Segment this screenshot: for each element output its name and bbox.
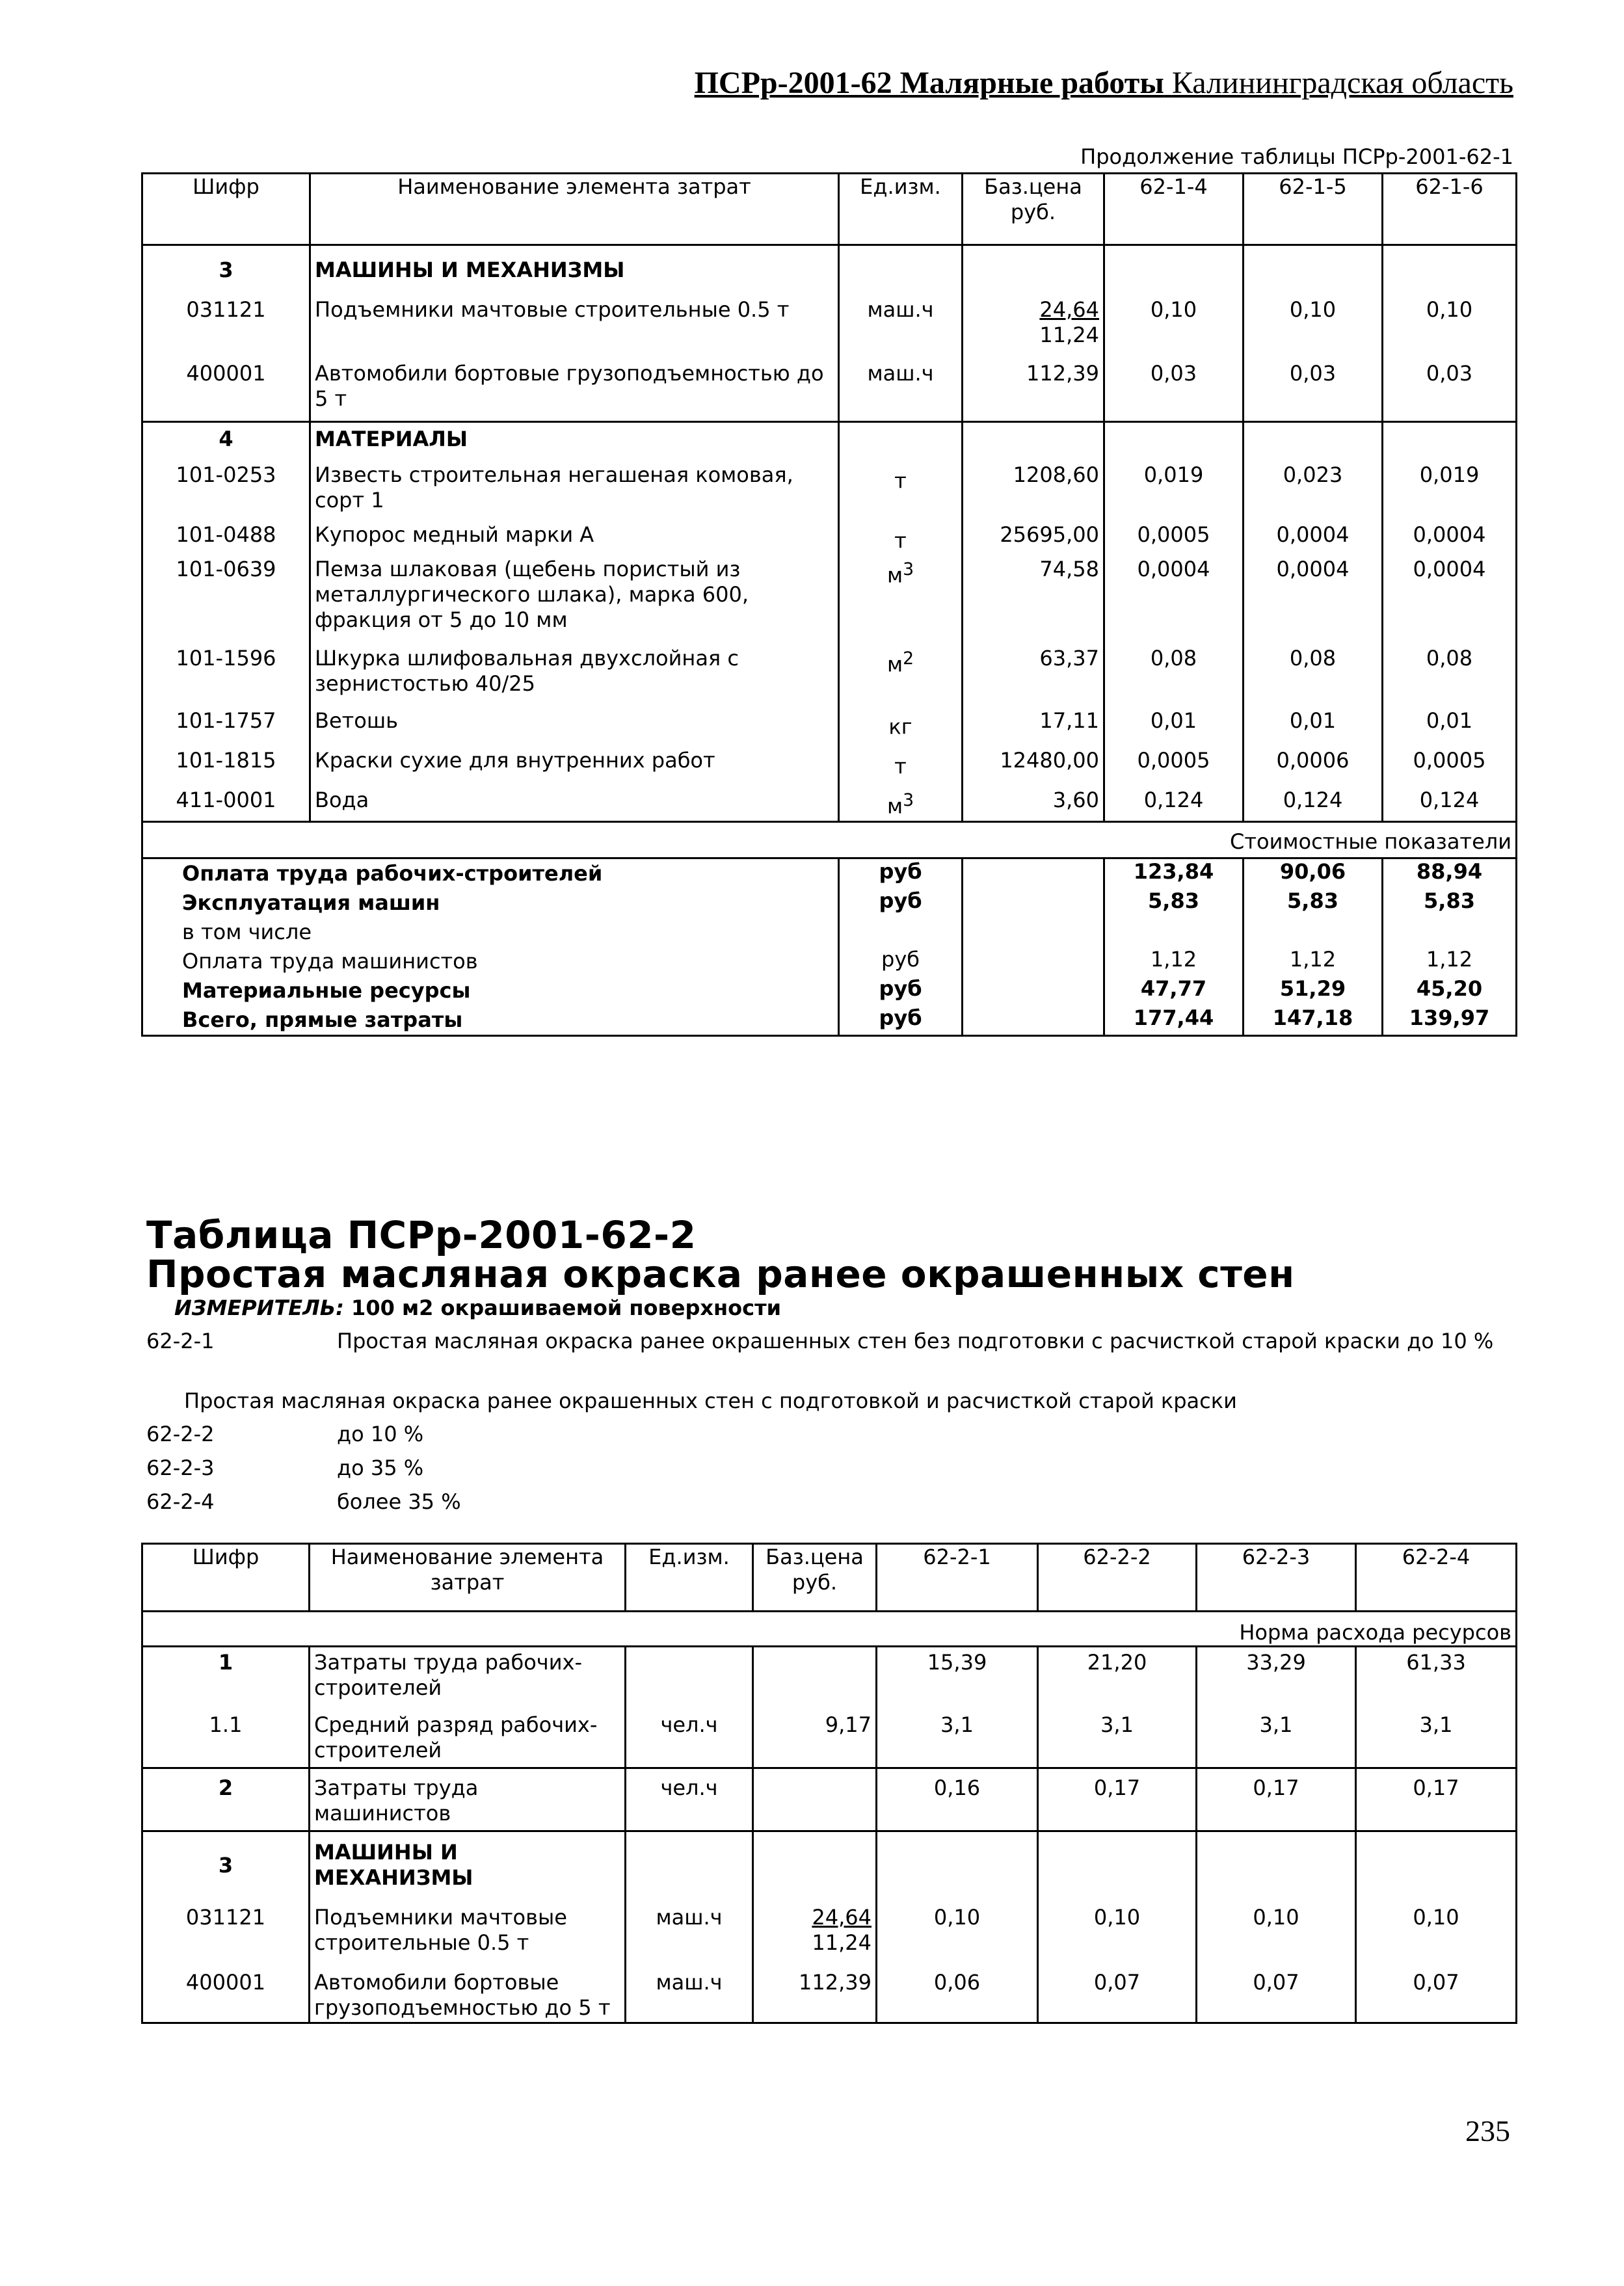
resource-name: Автомобили бортовые грузоподъемностью до 5 т	[310, 348, 839, 422]
norm-value: 0,10	[1383, 283, 1517, 348]
price-value: 24,64	[812, 1905, 872, 1930]
cost-unit: руб	[839, 976, 963, 1005]
resource-code: 101-0253	[176, 462, 276, 487]
table-row	[142, 557, 1517, 646]
cost-value	[1244, 918, 1383, 947]
description-code: 62-2-1	[146, 1329, 215, 1353]
resource-unit	[839, 788, 963, 822]
norm-value: 0,17	[1197, 1768, 1356, 1831]
resource-unit: чел.ч	[626, 1701, 753, 1768]
resource-name: Подъемники мачтовые строительные 0.5 т	[310, 283, 839, 348]
price-value: 24,64	[1039, 297, 1099, 322]
resource-unit: чел.ч	[626, 1768, 753, 1831]
resource-name: Затраты труда машинистов	[310, 1768, 626, 1831]
table-row	[142, 1965, 1517, 2023]
norm-value: 3,1	[1038, 1701, 1197, 1768]
cost-unit: руб	[839, 858, 963, 889]
norm-value: 0,019	[1104, 459, 1244, 522]
resource-table-62-2	[141, 1543, 1517, 2024]
resource-name: Краски сухие для внутренних работ	[310, 748, 839, 788]
cost-value: 177,44	[1104, 1005, 1244, 1036]
section-title: МАШИНЫ И МЕХАНИЗМЫ	[310, 245, 839, 284]
column-header: 62-1-5	[1244, 174, 1383, 245]
norm-value: 0,03	[1383, 348, 1517, 422]
norm-value: 0,0004	[1244, 557, 1383, 646]
description-text: более 35 %	[337, 1489, 461, 1514]
norm-value: 0,0004	[1244, 522, 1383, 557]
price-secondary-value: 11,24	[812, 1930, 872, 1955]
cost-row	[142, 918, 1517, 947]
page-number: 235	[1465, 2114, 1510, 2147]
norm-value: 0,03	[1104, 348, 1244, 422]
resource-code: 2	[142, 1768, 310, 1831]
norm-value: 3,1	[1197, 1701, 1356, 1768]
resource-price: 112,39	[753, 1965, 877, 2023]
resource-price: 25695,00	[963, 522, 1104, 557]
norm-value: 0,10	[877, 1898, 1038, 1965]
norm-value: 33,29	[1197, 1647, 1356, 1701]
table-row	[142, 646, 1517, 708]
cost-row	[142, 976, 1517, 1005]
resource-code: 1.1	[142, 1701, 310, 1768]
resource-unit	[626, 1647, 753, 1701]
resource-unit	[839, 748, 963, 788]
resource-code: 031121	[185, 1905, 266, 1930]
norm-value: 0,0004	[1383, 557, 1517, 646]
norm-value: 0,0005	[1104, 748, 1244, 788]
unit-superscript: 2	[903, 648, 914, 669]
cost-row	[142, 858, 1517, 889]
header-region: Калининградская область	[1171, 66, 1513, 100]
norm-value: 0,03	[1244, 348, 1383, 422]
norm-value: 21,20	[1038, 1647, 1197, 1701]
cost-unit: руб	[839, 947, 963, 976]
norm-value: 0,10	[1038, 1898, 1197, 1965]
norm-value: 0,0006	[1244, 748, 1383, 788]
section-row-machines	[142, 245, 1517, 284]
cost-value: 1,12	[1383, 947, 1517, 976]
resource-name: Ветошь	[310, 708, 839, 748]
unit-text: т	[894, 754, 907, 779]
norm-value: 0,124	[1244, 788, 1383, 822]
description-code: 62-2-3	[146, 1455, 215, 1480]
table-row	[142, 283, 1517, 348]
cost-value: 147,18	[1244, 1005, 1383, 1036]
resource-unit	[839, 557, 963, 646]
norm-value: 0,06	[877, 1965, 1038, 2023]
norm-value: 3,1	[877, 1701, 1038, 1768]
cost-value	[1383, 918, 1517, 947]
section-row-machines	[142, 1831, 1517, 1899]
norm-value: 0,07	[1197, 1965, 1356, 2023]
norm-value: 0,01	[1244, 708, 1383, 748]
table-row	[142, 348, 1517, 422]
price-secondary-value: 11,24	[1039, 323, 1099, 347]
table-row	[142, 1701, 1517, 1768]
resource-unit	[839, 522, 963, 557]
cost-value	[1104, 918, 1244, 947]
cost-row	[142, 1005, 1517, 1036]
cost-value: 51,29	[1244, 976, 1383, 1005]
description-text: Простая масляная окраска ранее окрашенных стен без подготовки с расчисткой старой краски до 10 %	[337, 1329, 1494, 1353]
section-title: МАТЕРИАЛЫ	[310, 422, 839, 459]
norm-value: 0,0005	[1383, 748, 1517, 788]
description-text: до 35 %	[337, 1455, 424, 1480]
column-header: 62-1-6	[1383, 174, 1517, 245]
column-header: Ед.изм.	[839, 174, 963, 245]
resource-unit: маш.ч	[839, 348, 963, 422]
cost-value: 88,94	[1383, 858, 1517, 889]
resource-code: 101-1757	[176, 708, 276, 733]
cost-row	[142, 888, 1517, 918]
resource-price	[753, 1898, 877, 1965]
column-header: Баз.цена руб.	[753, 1544, 877, 1612]
resource-price: 17,11	[963, 708, 1104, 748]
resource-code: 411-0001	[176, 788, 276, 812]
table-row	[142, 1768, 1517, 1831]
table-row	[142, 459, 1517, 522]
section-code: 3	[219, 258, 233, 282]
description-group-text: Простая масляная окраска ранее окрашенных стен с подготовкой и расчисткой старой краски	[184, 1389, 1237, 1413]
cost-value: 1,12	[1244, 947, 1383, 976]
table-row	[142, 708, 1517, 748]
resource-name: Купорос медный марки А	[310, 522, 839, 557]
resource-code: 101-0639	[176, 557, 276, 581]
resource-name: Вода	[310, 788, 839, 822]
table-continuation-note: Продолжение таблицы ПСРр-2001-62-1	[1080, 144, 1513, 169]
resource-code: 1	[218, 1650, 233, 1675]
norm-value: 3,1	[1356, 1701, 1517, 1768]
column-header: 62-1-4	[1104, 174, 1244, 245]
norm-value: 0,0004	[1383, 522, 1517, 557]
unit-text: м	[886, 563, 903, 588]
norm-value: 0,08	[1244, 646, 1383, 708]
resource-price: 1208,60	[963, 459, 1104, 522]
cost-label: в том числе	[182, 920, 312, 944]
resource-name: Затраты труда рабочих-строителей	[310, 1647, 626, 1701]
column-header: 62-2-2	[1038, 1544, 1197, 1612]
unit-superscript: 3	[903, 559, 914, 579]
cost-label: Всего, прямые затраты	[182, 1007, 463, 1032]
header-code-title: ПСРр-2001-62 Малярные работы	[694, 66, 1164, 100]
norm-value: 0,10	[1197, 1898, 1356, 1965]
cost-label: Оплата труда рабочих-строителей	[182, 861, 603, 886]
table-row	[142, 522, 1517, 557]
norm-caption-row	[142, 1612, 1517, 1647]
norm-value: 0,10	[1356, 1898, 1517, 1965]
measure-label: ИЗМЕРИТЕЛЬ:	[174, 1296, 344, 1320]
resource-price: 9,17	[753, 1701, 877, 1768]
resource-code: 400001	[185, 1970, 266, 1995]
unit-text: кг	[888, 714, 912, 739]
resource-table-62-1	[141, 172, 1517, 1037]
norm-value: 0,124	[1104, 788, 1244, 822]
norm-value: 15,39	[877, 1647, 1038, 1701]
section-row-materials	[142, 422, 1517, 459]
column-header: Ед.изм.	[626, 1544, 753, 1612]
resource-unit: маш.ч	[626, 1965, 753, 2023]
resource-unit	[839, 646, 963, 708]
resource-price	[753, 1768, 877, 1831]
resource-code: 101-1815	[176, 748, 276, 773]
unit-superscript: 3	[903, 790, 914, 810]
table-row	[142, 1647, 1517, 1701]
resource-code: 101-0488	[176, 522, 276, 547]
unit-text: м	[886, 652, 903, 677]
table-header-row	[142, 1544, 1517, 1612]
column-header: 62-2-3	[1197, 1544, 1356, 1612]
norm-value: 0,023	[1244, 459, 1383, 522]
resource-name: Пемза шлаковая (щебень пористый из металлургического шлака), марка 600, фракция от 5 до 10 мм	[310, 557, 839, 646]
cost-value: 123,84	[1104, 858, 1244, 889]
resource-code: 400001	[186, 361, 266, 386]
norm-value: 0,124	[1383, 788, 1517, 822]
norm-value: 0,10	[1244, 283, 1383, 348]
norm-value: 0,08	[1104, 646, 1244, 708]
column-header: 62-2-4	[1356, 1544, 1517, 1612]
cost-unit	[839, 918, 963, 947]
cost-value: 47,77	[1104, 976, 1244, 1005]
resource-code: 031121	[186, 297, 266, 322]
resource-price: 74,58	[963, 557, 1104, 646]
cost-indicators-caption: Стоимостные показатели	[142, 822, 1517, 858]
resource-name: Подъемники мачтовые строительные 0.5 т	[310, 1898, 626, 1965]
resource-unit	[839, 459, 963, 522]
norm-value: 0,0005	[1104, 522, 1244, 557]
cost-unit: руб	[839, 888, 963, 918]
resource-price	[753, 1647, 877, 1701]
section-code: 4	[142, 422, 310, 459]
column-header: Наименование элемента затрат	[310, 1544, 626, 1612]
norm-value: 0,01	[1104, 708, 1244, 748]
resource-unit	[839, 708, 963, 748]
cost-value: 5,83	[1383, 888, 1517, 918]
unit-text: т	[894, 468, 907, 494]
norm-value: 0,07	[1038, 1965, 1197, 2023]
resource-name: Известь строительная негашеная комовая, сорт 1	[310, 459, 839, 522]
measure-value: 100 м2 окрашиваемой поверхности	[351, 1296, 782, 1320]
norm-value: 0,17	[1038, 1768, 1197, 1831]
resource-price: 3,60	[963, 788, 1104, 822]
cost-value: 139,97	[1383, 1005, 1517, 1036]
cost-caption-row	[142, 822, 1517, 858]
resource-unit: маш.ч	[626, 1898, 753, 1965]
cost-row	[142, 947, 1517, 976]
column-header: Шифр	[142, 1544, 310, 1612]
resource-name: Шкурка шлифовальная двухслойная с зернистостью 40/25	[310, 646, 839, 708]
resource-price: 12480,00	[963, 748, 1104, 788]
cost-label: Эксплуатация машин	[182, 890, 440, 915]
section-code: 3	[218, 1852, 233, 1878]
unit-text: м	[886, 793, 903, 819]
column-header: 62-2-1	[877, 1544, 1038, 1612]
cost-label: Оплата труда машинистов	[182, 949, 478, 974]
cost-value: 5,83	[1244, 888, 1383, 918]
norm-value: 0,17	[1356, 1768, 1517, 1831]
norm-value: 0,07	[1356, 1965, 1517, 2023]
column-header: Баз.цена руб.	[963, 174, 1104, 245]
norm-value: 0,10	[1104, 283, 1244, 348]
norm-caption: Норма расхода ресурсов	[142, 1612, 1517, 1647]
table-row	[142, 748, 1517, 788]
resource-price	[963, 283, 1104, 348]
resource-name: Автомобили бортовые грузоподъемностью до 5 т	[310, 1965, 626, 2023]
column-header: Наименование элемента затрат	[310, 174, 839, 245]
column-header: Шифр	[142, 174, 310, 245]
table-header-row	[142, 174, 1517, 245]
table-row	[142, 788, 1517, 822]
cost-value: 90,06	[1244, 858, 1383, 889]
norm-value: 0,01	[1383, 708, 1517, 748]
norm-value: 0,0004	[1104, 557, 1244, 646]
resource-price: 63,37	[963, 646, 1104, 708]
section-title: МАШИНЫ И МЕХАНИЗМЫ	[310, 1831, 626, 1899]
table-subtitle: Простая масляная окраска ранее окрашенных стен	[146, 1252, 1295, 1296]
table-row	[142, 1898, 1517, 1965]
resource-code: 101-1596	[176, 646, 276, 671]
cost-value: 1,12	[1104, 947, 1244, 976]
cost-label: Материальные ресурсы	[182, 978, 471, 1003]
norm-value: 0,019	[1383, 459, 1517, 522]
description-code: 62-2-4	[146, 1489, 215, 1514]
running-header	[695, 65, 1513, 101]
cost-value: 45,20	[1383, 976, 1517, 1005]
resource-unit: маш.ч	[839, 283, 963, 348]
norm-value: 61,33	[1356, 1647, 1517, 1701]
resource-price: 112,39	[963, 348, 1104, 422]
description-text: до 10 %	[337, 1422, 424, 1446]
measure-unit	[174, 1296, 781, 1320]
resource-name: Средний разряд рабочих-строителей	[310, 1701, 626, 1768]
norm-value: 0,16	[877, 1768, 1038, 1831]
norm-value: 0,08	[1383, 646, 1517, 708]
description-code: 62-2-2	[146, 1422, 215, 1446]
unit-text: т	[894, 528, 907, 553]
table-title: Таблица ПСРр-2001-62-2	[146, 1213, 697, 1257]
cost-unit: руб	[839, 1005, 963, 1036]
cost-value: 5,83	[1104, 888, 1244, 918]
